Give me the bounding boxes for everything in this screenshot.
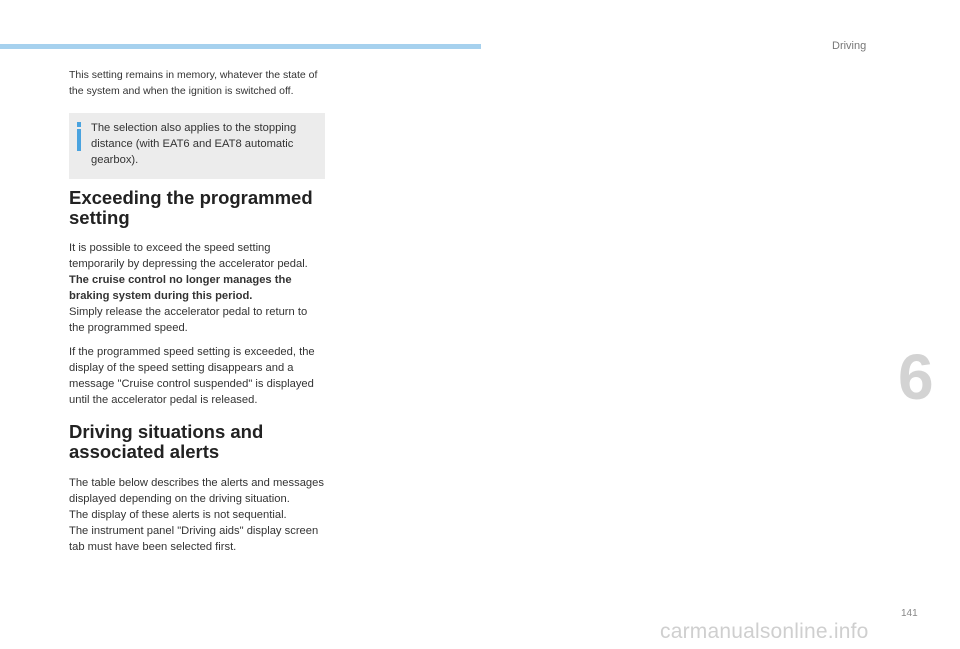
- section1-paragraph-2: If the programmed speed setting is exceeded, the display of the speed setting disappears and a message "Cruise control suspended" is displayed until the accelerator pedal is released.: [69, 346, 315, 406]
- section1-bold-text: The cruise control no longer manages the braking system during this period.: [69, 274, 292, 302]
- info-icon: [76, 122, 82, 156]
- section-heading-exceeding: Exceeding the programmed setting: [69, 187, 313, 228]
- section2-text-2: The display of these alerts is not sequential.: [69, 509, 287, 521]
- section1-paragraph: [69, 240, 325, 336]
- section-heading-driving-situations: Driving situations and associated alerts: [69, 421, 264, 462]
- chapter-name: Driving: [832, 40, 867, 52]
- info-note-box: [69, 113, 325, 179]
- section1-text: It is possible to exceed the speed setting temporarily by depressing the accelerator pedal.: [69, 242, 308, 270]
- content-column: [69, 67, 325, 555]
- page-number: 141: [901, 608, 918, 619]
- section1-text-end: Simply release the accelerator pedal to return to the programmed speed.: [69, 306, 308, 334]
- header-accent-bar: [0, 44, 481, 49]
- info-note-text: The selection also applies to the stopping distance (with EAT6 and EAT8 automatic gearbox).: [91, 122, 297, 166]
- chapter-number-tab: 6: [898, 341, 934, 413]
- section2-paragraph: [69, 475, 325, 555]
- intro-text: This setting remains in memory, whatever the state of the system and when the ignition is switched off.: [69, 69, 318, 97]
- section2-text-1: The table below describes the alerts and messages displayed depending on the driving situation.: [69, 477, 324, 505]
- watermark: carmanualsonline.info: [660, 620, 869, 643]
- section2-text-3: The instrument panel "Driving aids" display screen tab must have been selected first.: [69, 525, 319, 553]
